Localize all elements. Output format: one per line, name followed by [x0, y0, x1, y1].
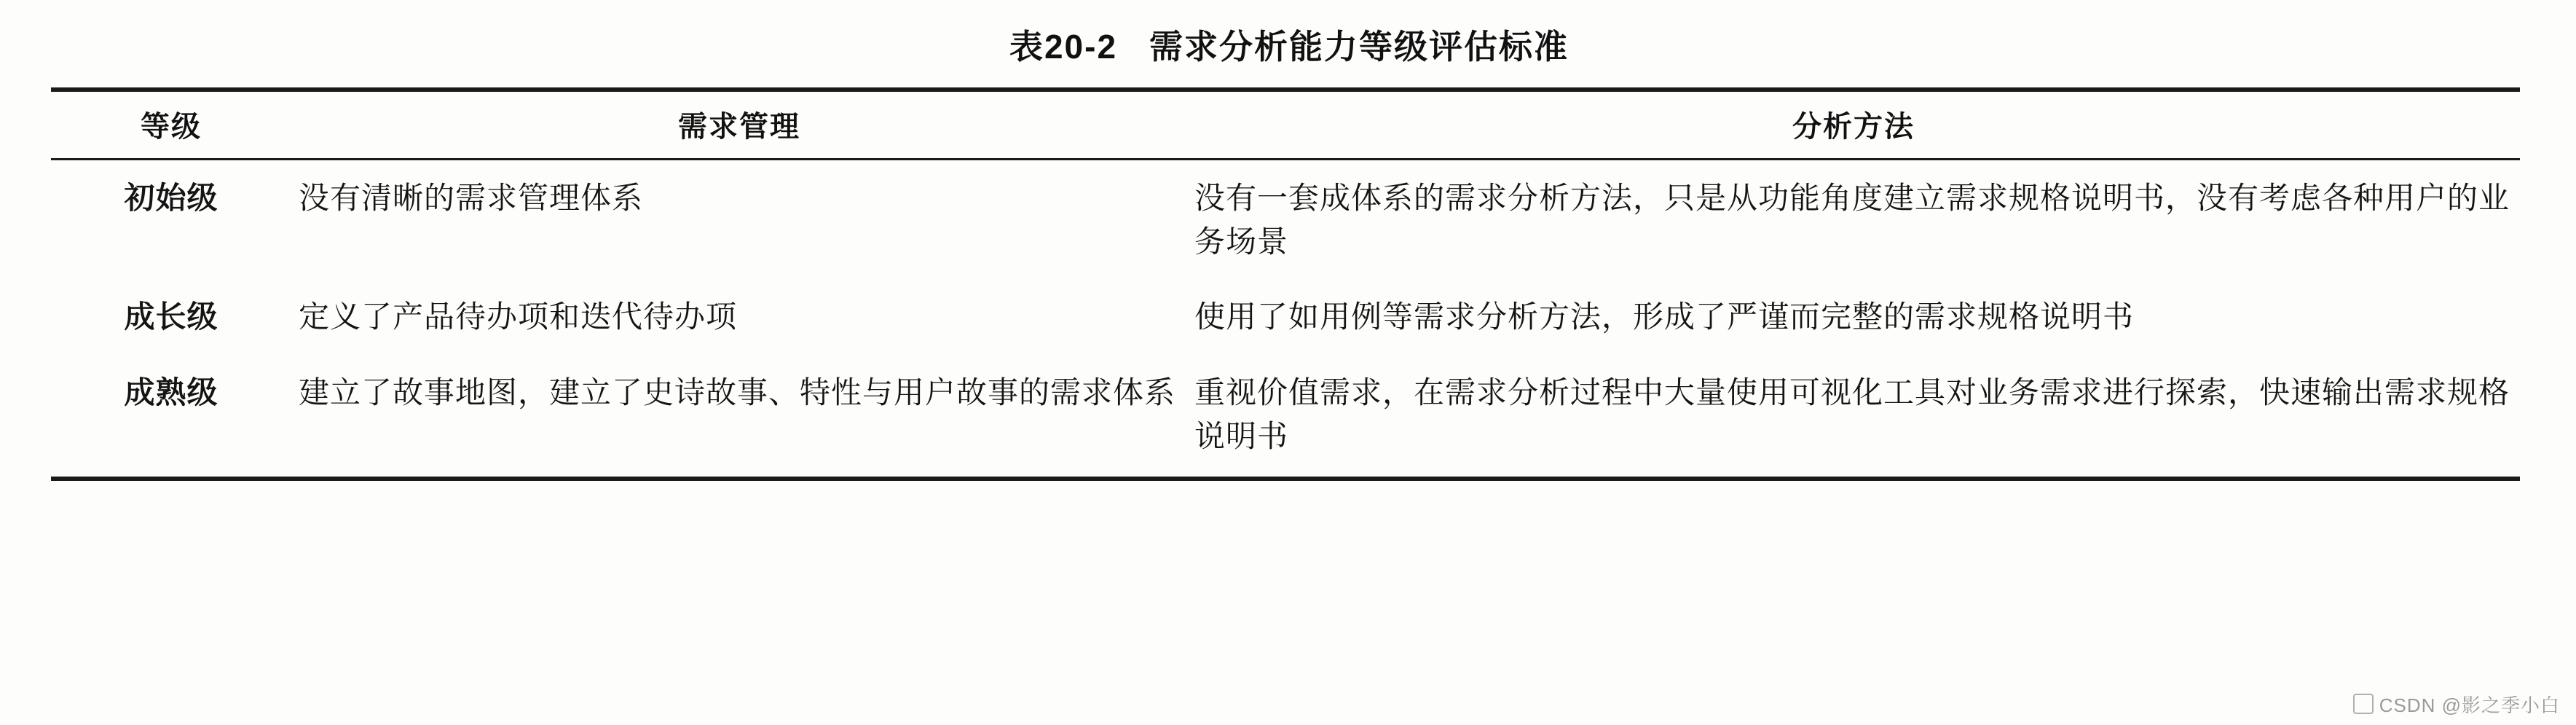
table-caption-title: 需求分析能力等级评估标准: [1149, 28, 1569, 66]
cell-method: 没有一套成体系的需求分析方法，只是从功能角度建立需求规格说明书，没有考虑各种用户的业务场景: [1194, 181, 2510, 259]
watermark: [2353, 691, 2560, 718]
table-header-row: [51, 90, 2520, 160]
cell-level: 成长级: [124, 299, 218, 334]
cell-management: 定义了产品待办项和迭代待办项: [299, 299, 738, 334]
table-container: [44, 7, 2534, 481]
table-head: [51, 90, 2520, 160]
watermark-text: CSDN @影之季小白: [2379, 694, 2560, 716]
table-row: [51, 160, 2520, 280]
table-caption-number: 表20-2: [1009, 28, 1118, 66]
table-row: [51, 355, 2520, 479]
table-row: [51, 279, 2520, 355]
column-header-level: 等级: [51, 90, 291, 160]
cell-level: 初始级: [124, 181, 218, 215]
table-caption: [44, 7, 2534, 87]
cell-method: 使用了如用例等需求分析方法，形成了严谨而完整的需求规格说明书: [1194, 299, 2135, 334]
standards-table: [51, 87, 2520, 481]
table-body: [51, 160, 2520, 479]
cell-level: 成熟级: [51, 355, 291, 479]
cell-management: 建立了故事地图，建立了史诗故事、特性与用户故事的需求体系: [291, 355, 1187, 479]
csdn-logo-icon: [2353, 694, 2374, 714]
cell-management: 没有清晰的需求管理体系: [299, 181, 644, 215]
column-header-management: 需求管理: [291, 90, 1187, 160]
cell-method: 重视价值需求，在需求分析过程中大量使用可视化工具对业务需求进行探索，快速输出需求规格说明书: [1187, 355, 2520, 479]
column-header-method: 分析方法: [1187, 90, 2520, 160]
